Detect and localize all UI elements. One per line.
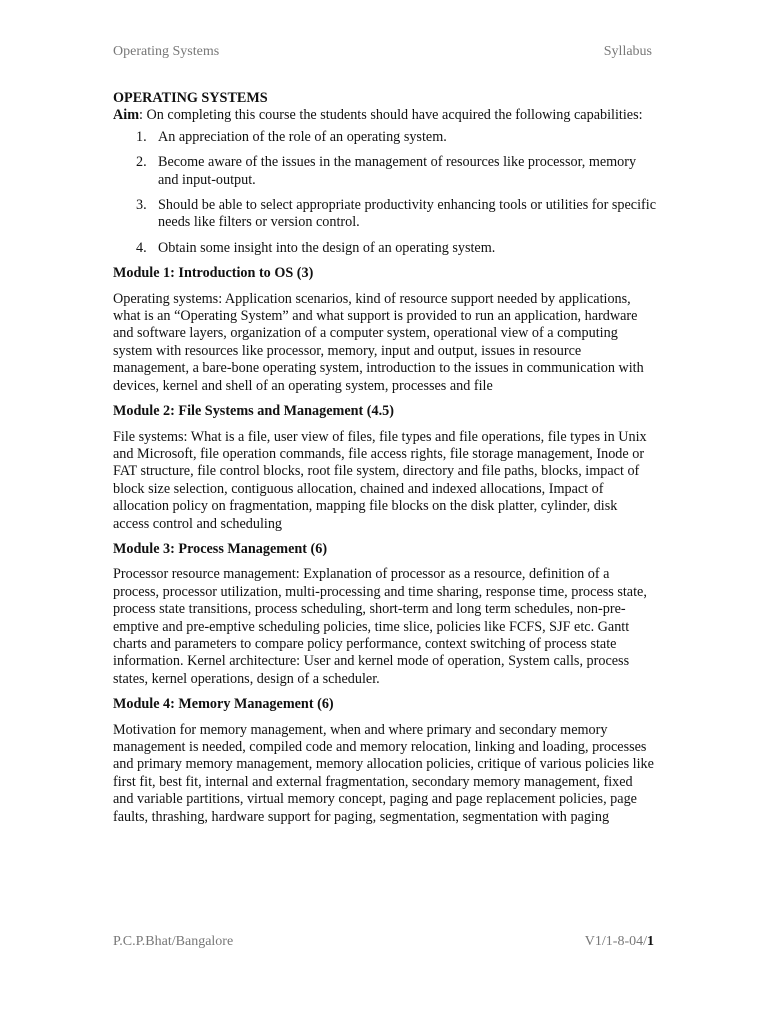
module-3 [113,541,656,688]
module-4 [113,696,656,826]
footer-version-text: V1/1-8-04/ [584,934,647,949]
module-1 [113,265,656,395]
capability-text: Become aware of the issues in the management of resources like processor, memory and input-output. [158,154,637,188]
footer-author: P.C.P.Bhat/Bangalore [113,934,234,949]
module-description: Motivation for memory management, when and where primary and secondary memory management is needed, compiled code and memory relocation, linking and loading, processes and primary memory management, memory allocation policies, critique of various policies like first fit, best fit, internal and external fragmentation, secondary memory management, fixed and variable partitions, virtual memory concept, paging and page replacement policies, page faults, thrashing, hardware support for paging, segmentation, segmentation with paging [113,721,654,825]
capability-text: Obtain some insight into the design of an operating system. [158,239,496,256]
header-course-title: Operating Systems [113,44,220,59]
capability-item [113,129,656,146]
aim-text: : On completing this course the students should have acquired the following capabilities: [139,107,643,124]
module-heading: Module 3: Process Management (6) [113,540,328,557]
module-2 [113,403,656,533]
capabilities-list [113,129,656,257]
capability-item [113,154,656,189]
capability-text: An appreciation of the role of an operating system. [158,128,447,145]
module-heading: Module 4: Memory Management (6) [113,696,334,713]
module-description: Operating systems: Application scenarios, kind of resource support needed by applications, what is an “Operating System” and what support is provided to run an application, hardware and software layers, organization of a computer system, operational view of a computing system with resources like processor, memory, input and output, issues in resource management, a bare-bone operating system, introduction to the issues in communication with devices, kernel and shell of an operating system, processes and file [113,290,644,394]
capability-number: 3. [136,197,147,214]
capability-number: 2. [136,154,147,171]
capability-text: Should be able to select appropriate productivity enhancing tools or utilities for specific needs like filters or version control. [158,197,657,231]
capability-number: 1. [136,128,147,145]
module-description: File systems: What is a file, user view of files, file types and file operations, file types in Unix and Microsoft, file operation commands, file access rights, file storage management, Inode or FAT structure, file control blocks, root file system, directory and file paths, blocks, impact of block size selection, contiguous allocation, chained and indexed allocations, Impact of allocation policy on fragmentation, mapping file blocks on the disk platter, cylinder, disk access control and scheduling [113,428,647,532]
capability-number: 4. [136,239,147,256]
capability-item [113,197,656,232]
aim-label: Aim [113,107,140,124]
document-title: OPERATING SYSTEMS [113,90,268,106]
aim-paragraph [113,107,656,124]
capability-item [113,240,656,257]
module-heading: Module 2: File Systems and Management (4.5) [113,403,394,420]
page-number: 1 [647,934,654,949]
running-footer [113,934,654,950]
module-heading: Module 1: Introduction to OS (3) [113,265,314,282]
syllabus-content [113,90,656,834]
running-header [113,44,652,60]
header-section-label: Syllabus [603,44,652,59]
module-description: Processor resource management: Explanation of processor as a resource, definition of a process, processor utilization, multi-processing and time sharing, response time, process state, process state transitions, process scheduling, short-term and long term schedules, non-pre-emptive and pre-emptive scheduling policies, time slice, policies like FCFS, SJF etc. Gantt charts and parameters to compare policy performance, context switching of process state information. Kernel architecture: User and kernel mode of operation, System calls, process states, kernel operations, design of a scheduler. [113,566,647,687]
footer-version [585,934,654,950]
